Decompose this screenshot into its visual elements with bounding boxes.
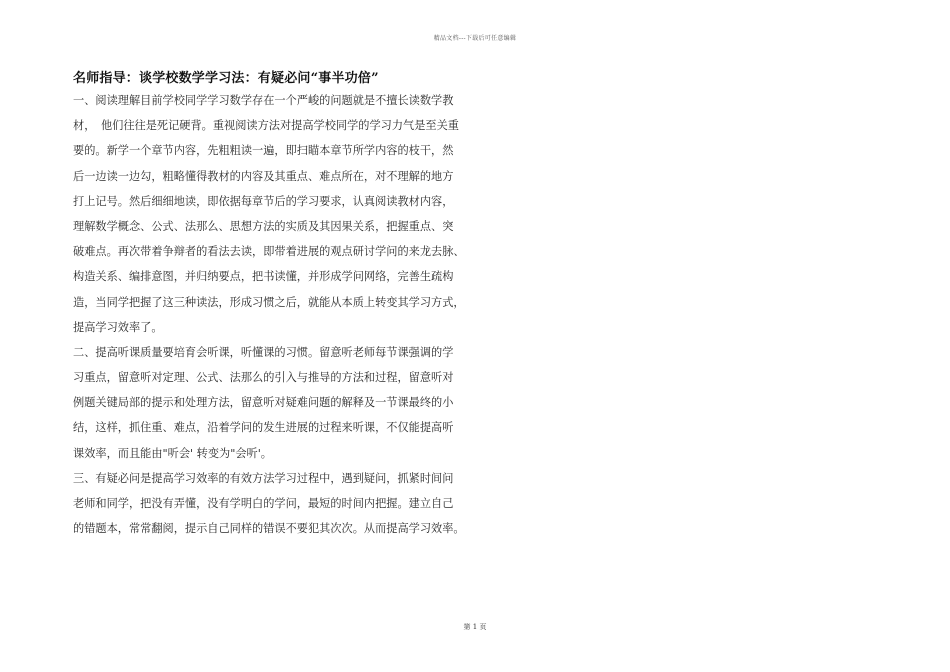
- article-body: [73, 88, 473, 541]
- article-title: 名师指导：谈学校数学学习法：有疑必问“事半功倍”: [73, 71, 379, 86]
- body-line: 一、阅读理解目前学校同学学习数学存在一个严峻的问题就是不擅长读数学教: [73, 94, 454, 107]
- body-line: 要的。新学一个章节内容，先粗粗读一遍，即扫瞄本章节所学内容的枝干，然: [73, 144, 454, 158]
- body-line: 结，这样，抓住重、难点，沿着学问的发生进展的过程来听课，不仅能提高听: [73, 421, 454, 435]
- body-line: 打上记号。然后细细地读，即依据每章节后的学习要求，认真阅读教材内容，: [73, 194, 454, 208]
- body-line: 后一边读一边勾，粗略懂得教材的内容及其重点、难点所在，对不理解的地方: [73, 169, 454, 183]
- page-header-note: 精品文档---下载后可任意编辑: [433, 35, 517, 42]
- body-line: 二、提高听课质量要培育会听课，听懂课的习惯。留意听老师每节课强调的学: [73, 345, 454, 359]
- body-line: 习重点，留意听对定理、公式、法那么的引入与推导的方法和过程，留意听对: [73, 371, 454, 385]
- body-line: 例题关键局部的提示和处理方法，留意听对疑难问题的解释及一节课最终的小: [73, 396, 454, 410]
- body-line: 破难点。再次带着争辩者的看法去读，即带着进展的观点研讨学问的来龙去脉、: [73, 245, 465, 259]
- body-line: 老师和同学，把没有弄懂，没有学明白的学问，最短的时间内把握。建立自己: [73, 497, 454, 510]
- body-line: 理解数学概念、公式、法那么、思想方法的实质及其因果关系，把握重点、突: [73, 219, 454, 233]
- body-line: 课效率，而且能由"听会' 转变为"会听'。: [73, 446, 272, 460]
- body-line: 材， 他们往往是死记硬背。重视阅读方法对提高学校同学的学习力气是至关重: [73, 119, 459, 133]
- body-line: 造，当同学把握了这三种读法，形成习惯之后，就能从本质上转变其学习方式，: [73, 295, 465, 309]
- body-line: 构造关系、编排意图，并归纳要点，把书读懂，并形成学问网络，完善生疏构: [73, 270, 454, 284]
- body-line: 的错题本，常常翻阅，提示自己同样的错误不要犯其次次。从而提高学习效率。: [73, 522, 465, 536]
- body-line: 三、有疑必问是提高学习效率的有效方法学习过程中，遇到疑问，抓紧时间问: [73, 471, 454, 485]
- page-number: 第 1 页: [463, 623, 487, 631]
- body-line: 提高学习效率了。: [73, 320, 163, 334]
